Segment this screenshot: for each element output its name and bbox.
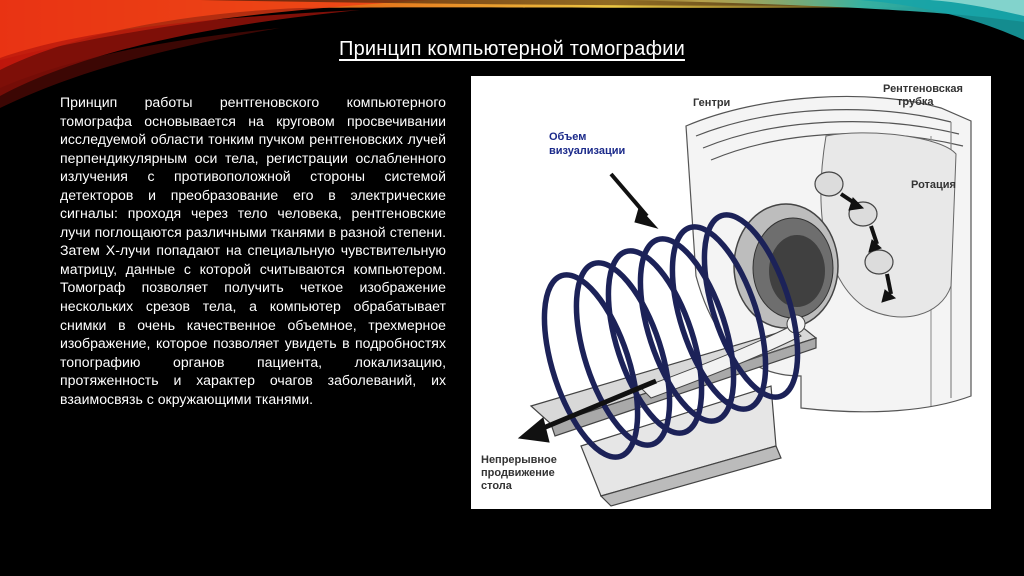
label-rotation: Ротация [911,179,956,191]
description-paragraph: Принцип работы рентгеновского компьютерного томографа основывается на круговом просвечивании исследуемой области тонким пучком рентгеновских лучей перпендикулярным оси тела, регистрации ослабленного излучения с противоположной стороны системой детекторов и преобразование его в электрические сигналы: проходя через тело человека, рентгеновские лучи поглощаются различными тканями в разной степени. Затем Х-лучи попадают на специальную чувствительную матрицу, данные с которой считываются компьютером. Томограф позволяет получить четкое изображение нескольких срезов тела, а компьютер обрабатывает снимки в очень качественное объемное, трехмерное изображение, которое позволяет увидеть в подробностях топографию органов пациента, локализацию, протяженность и характер очагов заболеваний, их взаимосвязь с окружающими тканями. [60,94,446,407]
ct-scanner-diagram [471,76,991,509]
gantry-bore [734,204,838,328]
slide-title: Принцип компьютерной томографии [339,38,685,60]
label-tube-line2: трубка [897,96,934,108]
label-tube-line1: Рентгеновская [883,83,963,95]
volume-pointer-arrow [611,174,657,228]
label-table-line3: стола [481,480,512,492]
label-volume-line2: визуализации [549,145,626,157]
ct-diagram-canvas [471,76,991,509]
label-volume-line1: Объем [549,131,587,143]
label-table-line2: продвижение [481,467,555,479]
label-gantry: Гентри [693,97,731,109]
label-table-line1: Непрерывное [481,454,557,466]
